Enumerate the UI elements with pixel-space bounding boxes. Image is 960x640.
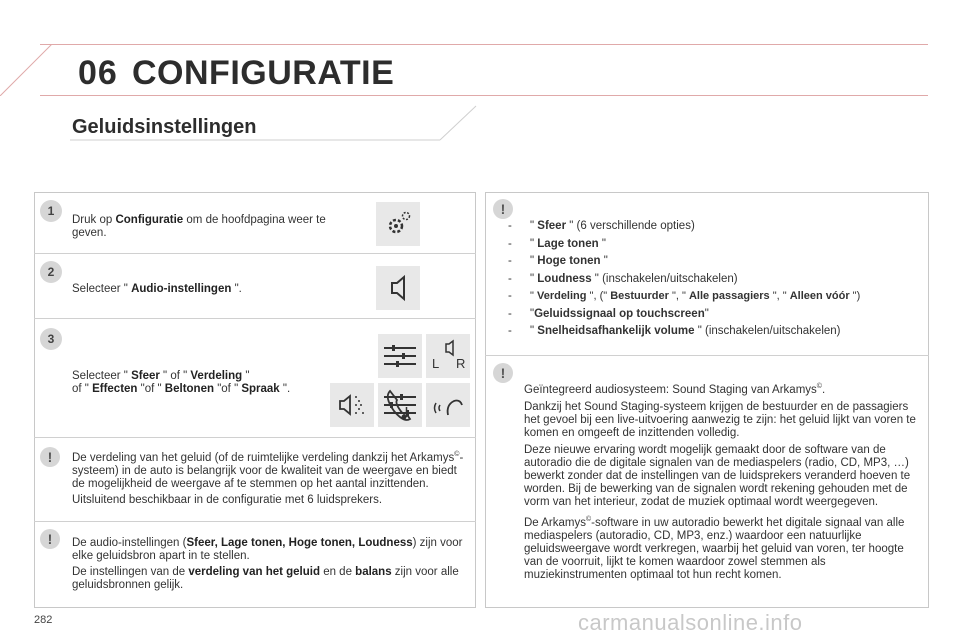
divider [34,318,476,319]
list-item: - "Geluidssignaal op touchscreen" [508,307,709,320]
divider [34,437,476,438]
list-item: - " Verdeling ", (" Bestuurder ", " Alle passagiers ", " Alleen vóór ") [508,290,861,302]
voice-icon [426,383,470,427]
step-badge: 3 [40,328,62,350]
phone-note-icon [378,383,422,427]
chapter-title: CONFIGURATIE [132,54,395,92]
balance-left-label: L [432,356,440,371]
divider [34,521,476,522]
gear-icon [376,202,420,246]
balance-right-label: R [456,356,466,371]
note-distribution: De verdeling van het geluid (of de ruimtelijke verdeling dankzij het Arkamys©-systeem) in de auto is belangrijk voor de kwaliteit van de weergave en biedt de mogelijkheid de weergave af te stemmen op het aantal inzittenden. Uitsluitend beschikbaar in de configuratie met 6 luidsprekers. [72,451,464,506]
warning-icon: ! [493,199,513,219]
step-3-text: Selecteer " Sfeer " of " Verdeling " of " Effecten "of " Beltonen "of " Spraak ". [72,370,291,395]
divider [34,253,476,254]
warning-icon: ! [493,363,513,383]
page-number: 282 [34,614,53,626]
step-1-text: Druk op Configuratie om de hoofdpagina weer te geven. [72,214,326,239]
note-sound-staging: Geïntegreerd audiosysteem: Sound Staging van Arkamys©. Dankzij het Sound Staging-systeem krijgen de bestuurder en de passagiers het gevoel bij een live-uitvoering aanwezig te zijn: het geluid lijkt van voren te komen en omgeeft de inzittenden volledig. Deze nieuwe ervaring wordt mogelijk gemaakt door de software van de autoradio die de digitale signalen van de mediaspelers (radio, CD, MP3, …) bewerkt zonder dat de instellingen van de luidsprekers veranderd hoeven te worden. Bij de bewerking van de signalen wordt rekening gehouden met de vorm van het interieur, zodat de muziek optimaal wordt weergegeven. De Arkamys©-software in uw autoradio bewerkt het digitale signaal van alle mediaspelers (autoradio, CD, MP3, enz.) waardoor een natuurlijke geluidsweergave wordt verkregen, waarbij het geluid van voren, ter hoogte van de voorruit, lijkt te komen waardoor zowel stemmen als muziekinstrumenten optimaal tot hun recht komen. [524,383,916,581]
speaker-waves-icon [330,383,374,427]
watermark: carmanualsonline.info [578,610,803,635]
step-badge: 1 [40,200,62,222]
section-title: Geluidsinstellingen [72,116,257,138]
warning-icon: ! [40,529,60,549]
equalizer-icon [378,334,422,378]
list-item: - " Lage tonen " [508,237,606,250]
list-item: - " Sfeer " (6 verschillende opties) [508,220,695,232]
speaker-icon [376,266,420,310]
step-badge: 2 [40,261,62,283]
divider [485,355,929,356]
note-audio-settings: De audio-instellingen (Sfeer, Lage tonen, Hoge tonen, Loudness) zijn voor elke geluidsbron apart in te stellen. De instellingen van de verdeling van het geluid en de balans zijn voor alle geluidsbronnen gelijk. [72,537,463,591]
chapter-number: 06 [78,54,118,92]
options-list [508,218,918,341]
list-item: - " Loudness " (inschakelen/uitschakelen) [508,272,738,285]
list-item: - " Hoge tonen " [508,255,608,267]
balance-lr-icon [426,334,470,378]
warning-icon: ! [40,447,60,467]
step-2-text: Selecteer " Audio-instellingen ". [72,283,242,295]
list-item: - " Snelheidsafhankelijk volume " (inschakelen/uitschakelen) [508,325,841,337]
